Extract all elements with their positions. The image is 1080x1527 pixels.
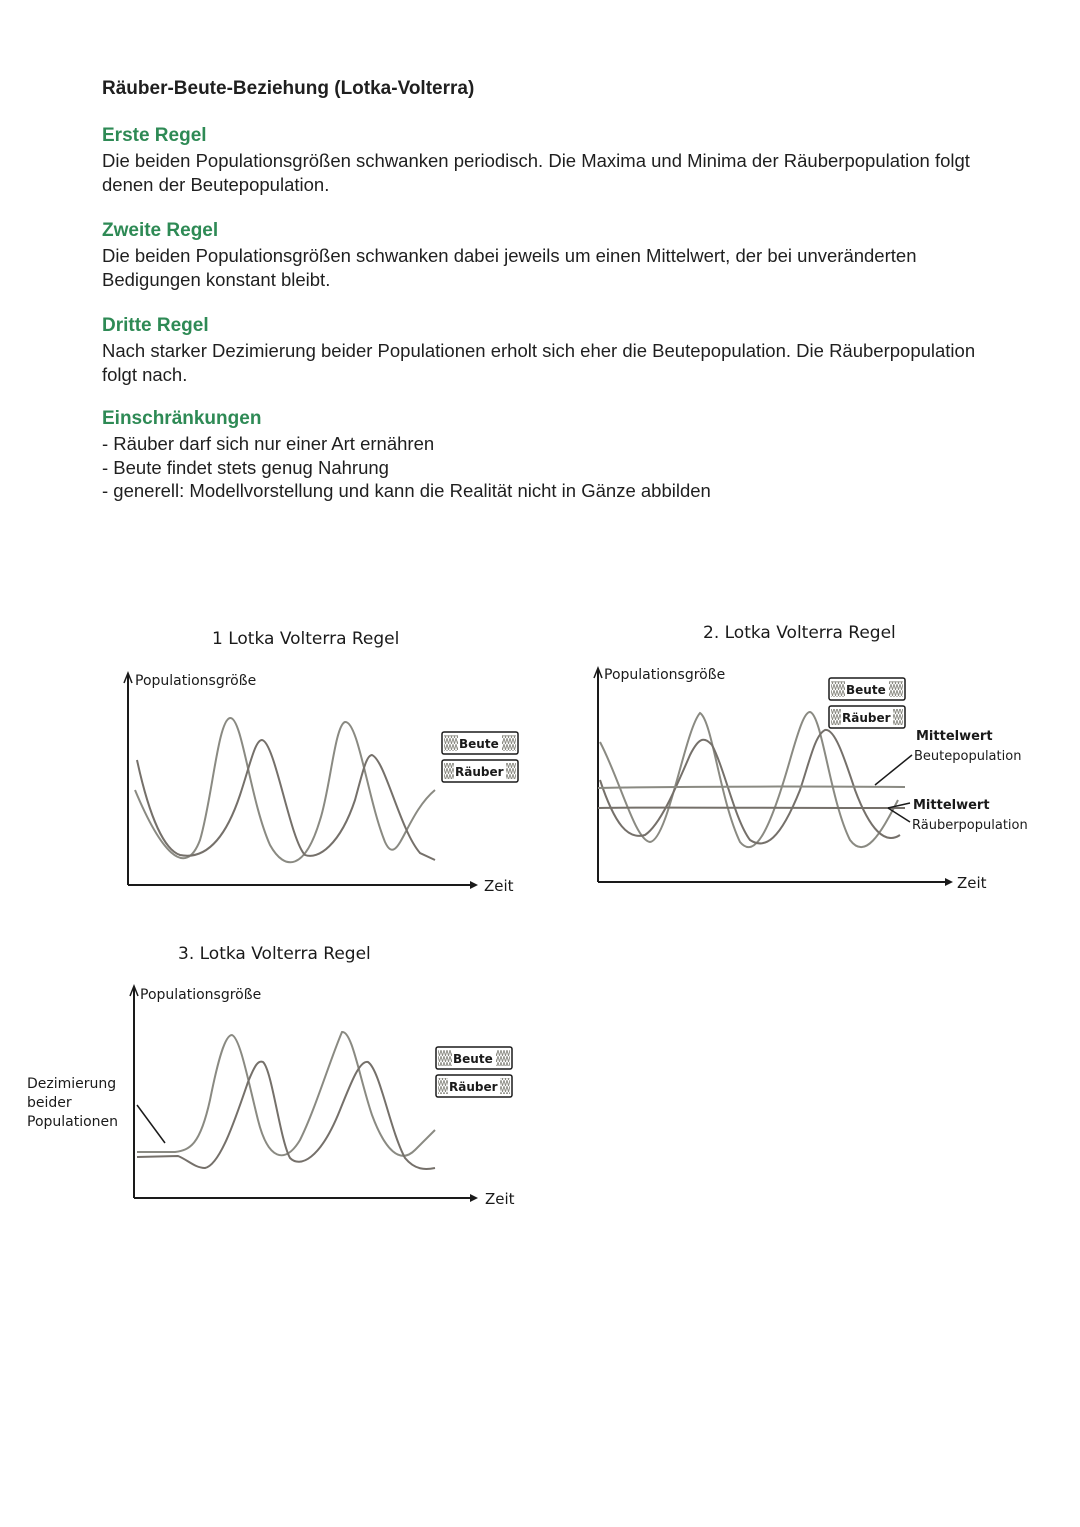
diagram-2-legend-prey-swatch	[889, 681, 903, 697]
diagram-3-legend-predator-swatch	[500, 1078, 510, 1094]
diagram-2-prey-mean-line	[598, 787, 905, 788]
diagram-2-legend-prey-label: Beute	[846, 683, 886, 697]
diagram-3-prey-curve	[137, 1032, 435, 1156]
diagram-2-title: 2. Lotka Volterra Regel	[703, 623, 896, 643]
limitations-heading: Einschränkungen	[102, 408, 262, 429]
diagram-3-legend-prey-label: Beute	[453, 1052, 493, 1066]
diagram-1-x-arrow-icon	[470, 881, 478, 889]
diagram-2-legend-predator-swatch	[831, 709, 841, 725]
diagram-2-predator-mean-pointer-b	[888, 808, 910, 822]
diagram-3-ylabel: Populationsgröße	[140, 987, 262, 1003]
diagram-2	[594, 623, 1028, 892]
diagram-3-x-arrow-icon	[470, 1194, 478, 1202]
diagram-2-annotation-predator-mean-1: Mittelwert	[913, 798, 990, 813]
diagram-1-legend-prey-swatch	[444, 735, 458, 751]
diagram-3-legend-predator-label: Räuber	[449, 1080, 498, 1094]
diagram-1	[124, 629, 518, 895]
diagram-3-decimation-pointer	[137, 1105, 165, 1143]
diagram-1-predator-curve	[137, 740, 435, 860]
diagram-2-legend-predator-swatch	[893, 709, 903, 725]
diagram-1-legend-prey-label: Beute	[459, 737, 499, 751]
diagram-2-prey-mean-pointer	[875, 755, 912, 785]
diagram-2-annotation-prey-mean-2: Beutepopulation	[914, 749, 1022, 764]
diagram-1-legend-predator-swatch	[444, 763, 454, 779]
rule-2-heading: Zweite Regel	[102, 220, 219, 241]
diagram-3-legend-prey-swatch	[438, 1050, 452, 1066]
rule-2-text: Die beiden Populationsgrößen schwanken dabei jeweils um einen Mittelwert, der bei unveränderten Bedigungen konstant bleibt.	[102, 245, 917, 290]
diagram-1-legend-prey-swatch	[502, 735, 516, 751]
diagram-1-legend-predator-swatch	[506, 763, 516, 779]
page-title: Räuber-Beute-Beziehung (Lotka-Volterra)	[102, 78, 475, 99]
limitation-item: - Räuber darf sich nur einer Art ernähren	[102, 433, 435, 454]
diagram-3-predator-curve	[137, 1062, 435, 1169]
diagram-1-ylabel: Populationsgröße	[135, 673, 257, 689]
rule-3-text: Nach starker Dezimierung beider Populationen erholt sich eher die Beutepopulation. Die Räuberpopulation folgt nach.	[102, 340, 976, 385]
rule-1-text: Die beiden Populationsgrößen schwanken periodisch. Die Maxima und Minima der Räuberpopulation folgt denen der Beutepopulation.	[102, 150, 970, 195]
diagram-3-legend-prey-swatch	[496, 1050, 510, 1066]
diagram-2-legend-predator-label: Räuber	[842, 711, 891, 725]
diagram-1-legend-predator-label: Räuber	[455, 765, 504, 779]
diagram-3-title: 3. Lotka Volterra Regel	[178, 944, 371, 964]
diagram-2-ylabel: Populationsgröße	[604, 667, 726, 683]
diagram-3-annotation-line-2: beider	[27, 1095, 72, 1111]
rule-1-heading: Erste Regel	[102, 125, 207, 146]
diagram-2-annotation-prey-mean-1: Mittelwert	[916, 729, 993, 744]
diagram-1-xlabel: Zeit	[484, 877, 514, 895]
diagram-3-annotation-line-1: Dezimierung	[27, 1076, 117, 1092]
diagram-1-title: 1 Lotka Volterra Regel	[212, 629, 400, 649]
diagram-3-xlabel: Zeit	[485, 1190, 515, 1208]
diagram-2-annotation-predator-mean-2: Räuberpopulation	[912, 818, 1028, 833]
diagram-2-prey-curve	[600, 712, 898, 847]
diagram-2-legend-prey-swatch	[831, 681, 845, 697]
diagram-3	[27, 944, 515, 1208]
rule-3-heading: Dritte Regel	[102, 315, 209, 336]
diagram-2-x-arrow-icon	[945, 878, 953, 886]
limitation-item: - Beute findet stets genug Nahrung	[102, 456, 389, 478]
limitation-item: - generell: Modellvorstellung und kann die Realität nicht in Gänze abbilden	[102, 480, 711, 501]
diagram-3-annotation-line-3: Populationen	[27, 1114, 119, 1130]
diagram-2-xlabel: Zeit	[957, 874, 987, 892]
diagram-3-legend-predator-swatch	[438, 1078, 448, 1094]
